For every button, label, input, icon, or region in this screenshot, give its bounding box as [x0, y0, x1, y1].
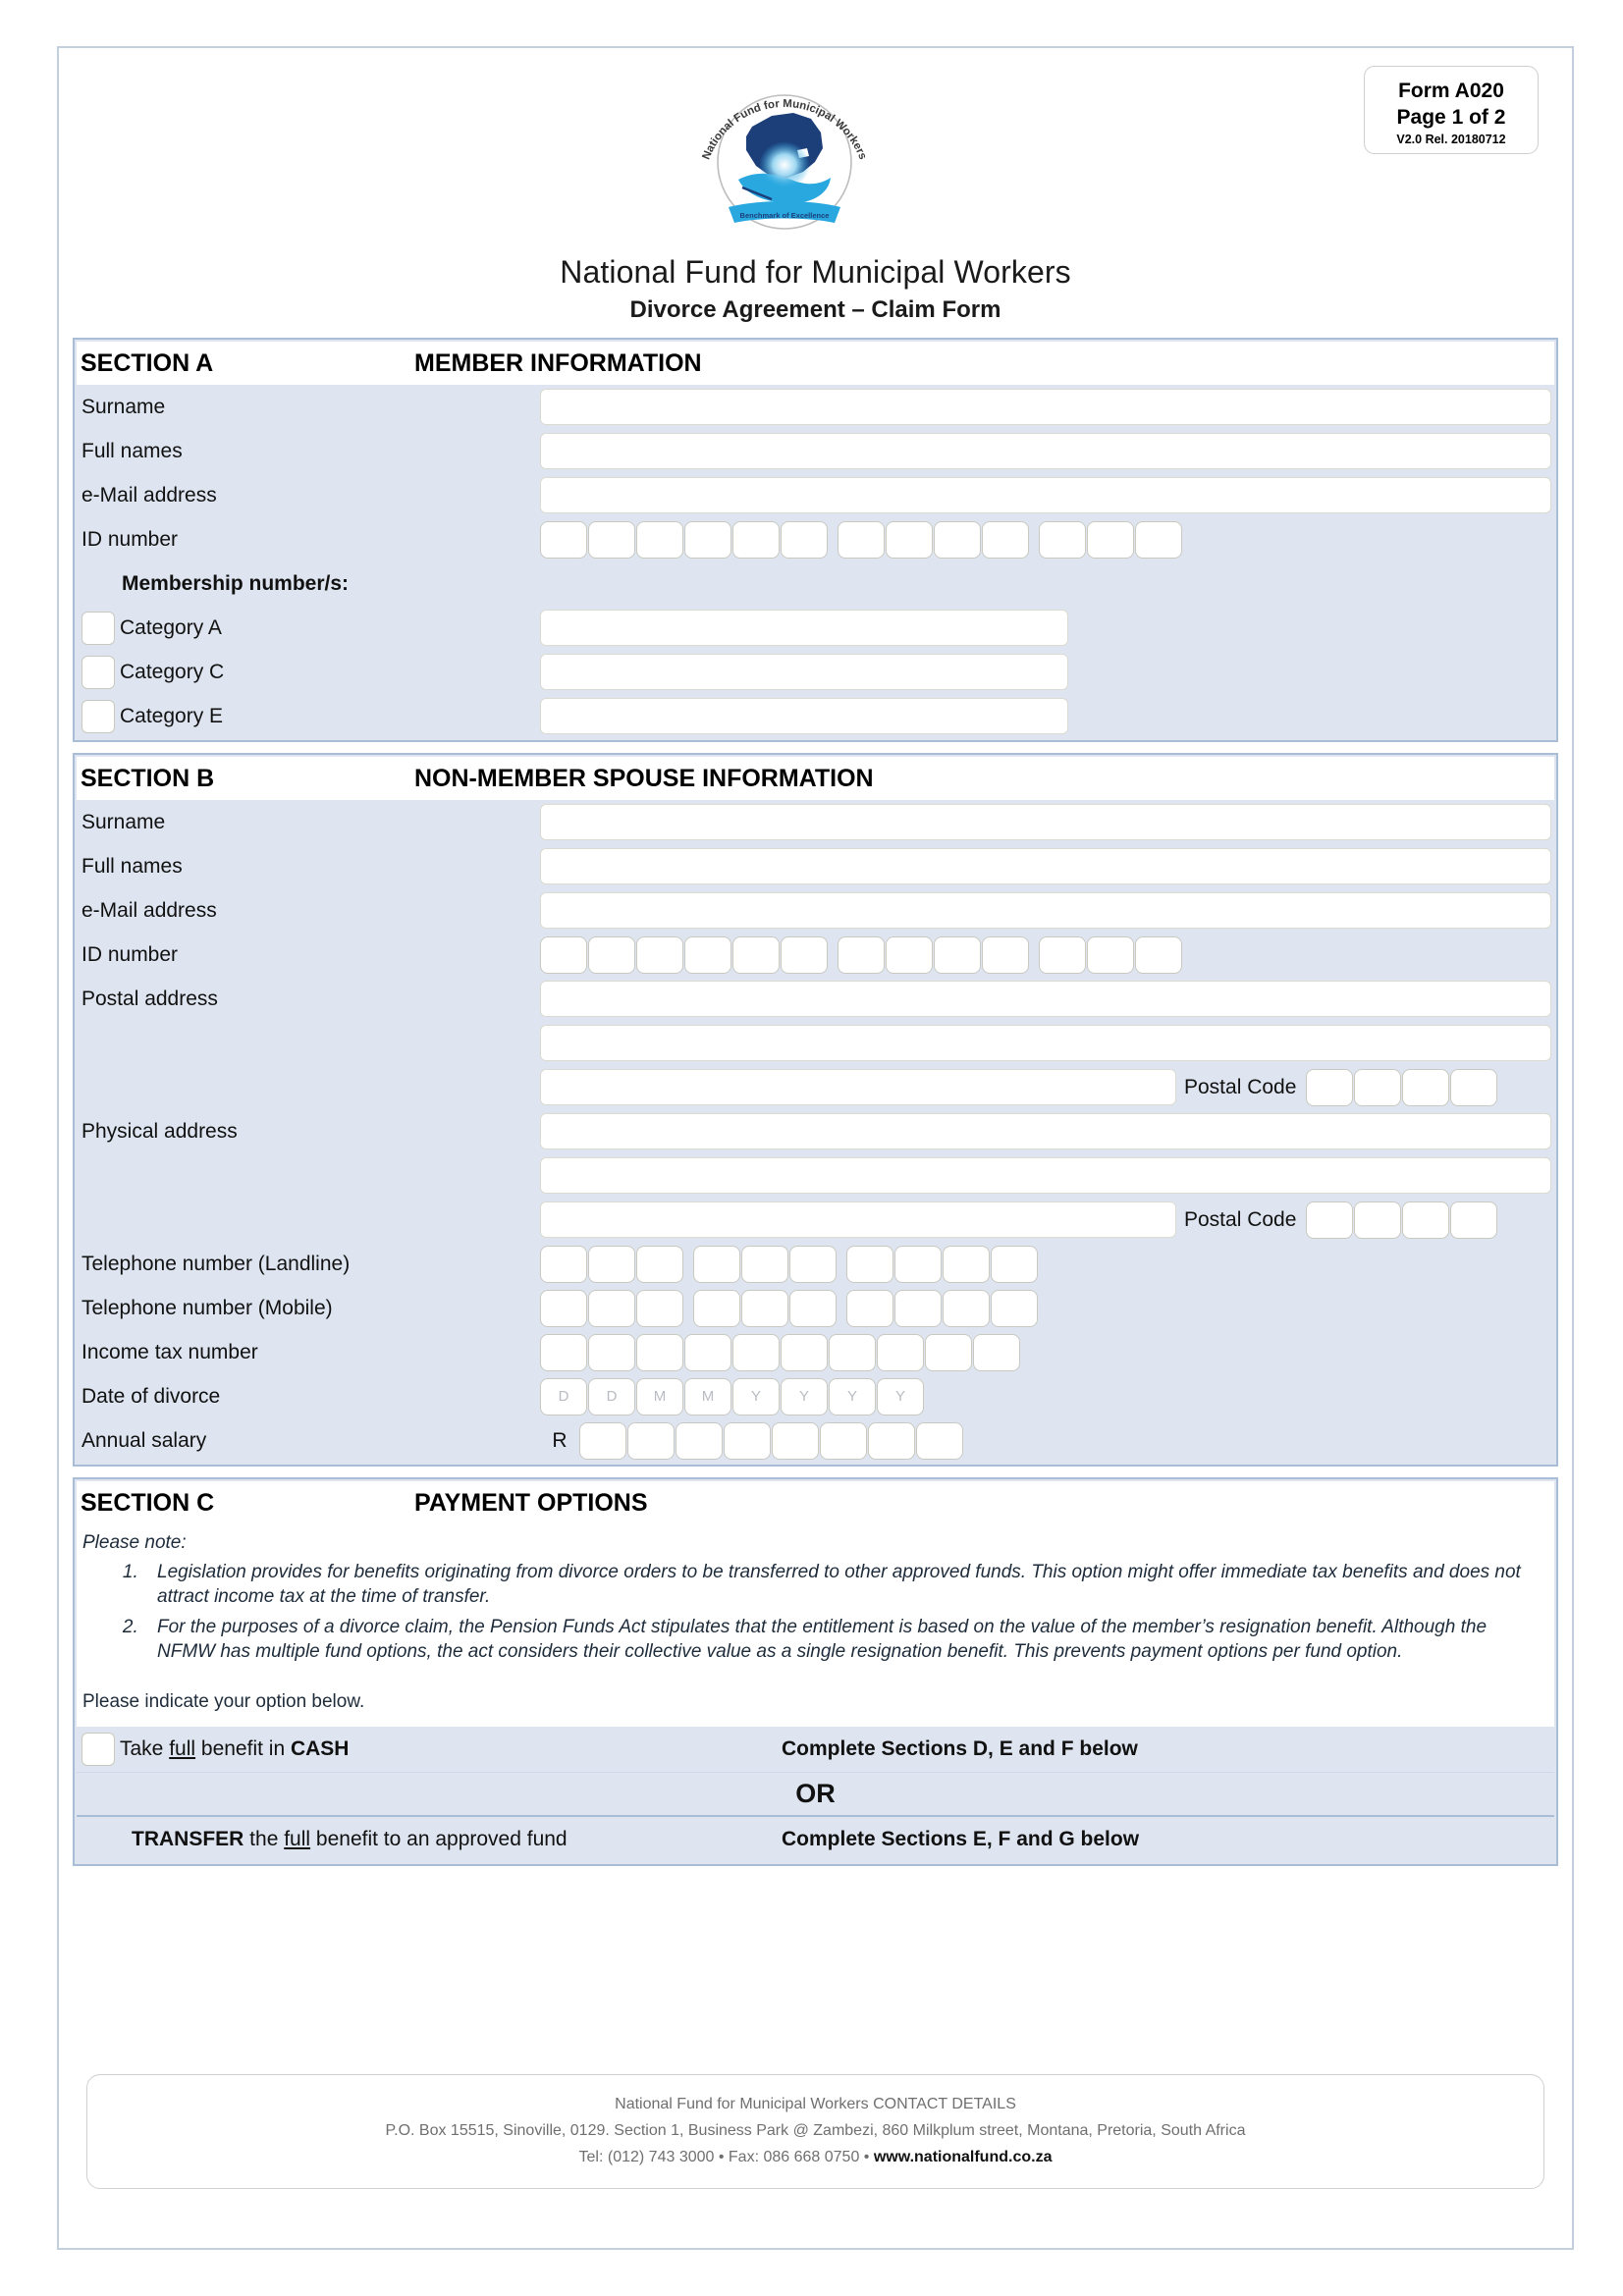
annual-salary-digit[interactable] [868, 1422, 915, 1460]
annual-salary-digit[interactable] [772, 1422, 819, 1460]
landline-digit[interactable] [588, 1246, 635, 1283]
member-id-group-2 [838, 521, 1030, 559]
annual-salary-digit[interactable] [579, 1422, 626, 1460]
date-year-digit-4[interactable]: Y [877, 1378, 924, 1415]
payment-note-item: 2. For the purposes of a divorce claim, the Pension Funds Act stipulates that the entitlement is based on the value of the member’s resignation benefit. Although the NFMW has multiple fund options, the act considers their collective value as a single resignation benefit. This prevents payment options per fund option. [143, 1615, 1544, 1664]
postal-code-digit[interactable] [1450, 1069, 1497, 1106]
logo-banner-text: Benchmark of Excellence [739, 211, 830, 220]
member-id-digit[interactable] [636, 521, 683, 559]
spouse-id-digit[interactable] [540, 936, 587, 974]
physical-postal-code-label: Postal Code [1184, 1207, 1297, 1231]
mobile-group-1 [540, 1290, 684, 1327]
category-c-checkbox-cell [77, 650, 120, 694]
page-header [73, 56, 1558, 252]
spouse-surname-input[interactable] [540, 804, 1551, 840]
member-id-digit[interactable] [540, 521, 587, 559]
member-id-digit[interactable] [1039, 521, 1086, 559]
mobile-digit[interactable] [693, 1290, 740, 1327]
member-fullnames-input[interactable] [540, 433, 1551, 469]
income-tax-digit[interactable] [540, 1334, 587, 1371]
landline-row [77, 1242, 1554, 1286]
category-c-label: Category C [120, 660, 225, 683]
landline-digit[interactable] [693, 1246, 740, 1283]
postal-address-spacer-label-2 [77, 1065, 540, 1109]
postal-address-row [77, 977, 1554, 1021]
mobile-digit[interactable] [846, 1290, 893, 1327]
footer-contact [97, 2144, 1534, 2170]
currency-symbol: R [552, 1428, 568, 1452]
category-e-checkbox-cell [77, 694, 120, 738]
or-divider-row [77, 1772, 1554, 1817]
mobile-digit[interactable] [894, 1290, 942, 1327]
category-e-checkbox[interactable] [81, 700, 115, 733]
spouse-email-input[interactable] [540, 892, 1551, 929]
date-month-digit-1[interactable]: M [636, 1378, 683, 1415]
spouse-id-digit[interactable] [886, 936, 933, 974]
category-c-checkbox[interactable] [81, 656, 115, 689]
landline-digit[interactable] [789, 1246, 837, 1283]
page-title: Divorce Agreement – Claim Form [629, 296, 1001, 323]
mobile-digit[interactable] [588, 1290, 635, 1327]
payment-notes-list [82, 1560, 1544, 1664]
physical-address-spacer-label [77, 1153, 540, 1198]
member-id-digit[interactable] [732, 521, 780, 559]
mobile-row [77, 1286, 1554, 1330]
income-tax-digit[interactable] [925, 1334, 972, 1371]
transfer-option-bold: TRANSFER [132, 1828, 244, 1850]
landline-digit[interactable] [943, 1246, 990, 1283]
membership-heading: Membership number/s: [122, 571, 350, 595]
landline-digit[interactable] [846, 1246, 893, 1283]
cash-option-prefix: Take [120, 1737, 170, 1760]
physical-postal-code-digit[interactable] [1354, 1201, 1401, 1239]
postal-address-line2-row [77, 1021, 1554, 1065]
postal-address-label: Postal address [81, 987, 218, 1010]
transfer-option-row [77, 1817, 1554, 1862]
logo-curved-text: National Fund for Municipal Workers [700, 97, 869, 162]
postal-code-group [1306, 1069, 1498, 1106]
spouse-id-row [77, 933, 1554, 977]
member-surname-input[interactable] [540, 389, 1551, 425]
income-tax-digit[interactable] [781, 1334, 828, 1371]
postal-code-digit[interactable] [1354, 1069, 1401, 1106]
footer-phone-fax: Tel: (012) 743 3000 • Fax: 086 668 0750 • [578, 2149, 874, 2165]
category-a-number-input[interactable] [540, 610, 1068, 646]
section-a-id: SECTION A [81, 348, 214, 377]
member-id-digit[interactable] [781, 521, 828, 559]
footer-address: P.O. Box 15515, Sinoville, 0129. Section 1, Business Park @ Zambezi, 860 Milkplum street, Montana, Pretoria, South Africa [385, 2122, 1246, 2139]
cash-option-middle: benefit in [195, 1737, 291, 1760]
transfer-option-middle: the [243, 1828, 285, 1850]
member-surname-row [77, 385, 1554, 429]
date-day-digit-2[interactable]: D [588, 1378, 635, 1415]
mobile-digit[interactable] [789, 1290, 837, 1327]
physical-postal-code-digit[interactable] [1306, 1201, 1353, 1239]
postal-address-line1-input[interactable] [540, 981, 1551, 1017]
member-fullnames-label: Full names [81, 439, 183, 462]
spouse-fullnames-input[interactable] [540, 848, 1551, 884]
spouse-email-label: e-Mail address [81, 898, 217, 922]
physical-address-line1-input[interactable] [540, 1113, 1551, 1149]
mobile-label: Telephone number (Mobile) [81, 1296, 333, 1319]
section-c-header [77, 1481, 1554, 1524]
spouse-id-digit[interactable] [1135, 936, 1182, 974]
section-c [73, 1477, 1558, 1866]
spouse-id-digit[interactable] [684, 936, 731, 974]
category-e-number-input[interactable] [540, 698, 1068, 734]
category-a-checkbox-cell [77, 606, 120, 650]
income-tax-digit[interactable] [973, 1334, 1020, 1371]
member-email-input[interactable] [540, 477, 1551, 513]
date-year-digit-1[interactable]: Y [732, 1378, 780, 1415]
transfer-option-underlined: full [284, 1828, 311, 1850]
annual-salary-digit[interactable] [676, 1422, 723, 1460]
member-id-digit[interactable] [1087, 521, 1134, 559]
member-id-digit[interactable] [934, 521, 981, 559]
annual-salary-group [579, 1422, 964, 1460]
category-c-number-input[interactable] [540, 654, 1068, 690]
member-id-digit[interactable] [838, 521, 885, 559]
cash-option-checkbox[interactable] [81, 1733, 115, 1766]
spouse-id-digit[interactable] [588, 936, 635, 974]
category-e-label: Category E [120, 704, 224, 727]
date-year-digit-3[interactable]: Y [829, 1378, 876, 1415]
spouse-id-digit[interactable] [982, 936, 1029, 974]
physical-address-line2-input[interactable] [540, 1157, 1551, 1194]
spouse-fullnames-label: Full names [81, 854, 183, 878]
section-a [73, 338, 1558, 742]
spouse-fullnames-row [77, 844, 1554, 888]
landline-digit[interactable] [741, 1246, 788, 1283]
member-id-label: ID number [81, 527, 179, 551]
physical-address-row [77, 1109, 1554, 1153]
please-note-label: Please note: [82, 1532, 187, 1553]
date-month-digit-2[interactable]: M [684, 1378, 731, 1415]
date-of-divorce-group [540, 1378, 925, 1415]
mobile-digit[interactable] [991, 1290, 1038, 1327]
payment-note-item: 1. Legislation provides for benefits originating from divorce orders to be transferred to other approved funds. This option might offer immediate tax benefits and does not attract income tax at the time of transfer. [143, 1560, 1544, 1609]
income-tax-digit[interactable] [829, 1334, 876, 1371]
landline-digit[interactable] [636, 1246, 683, 1283]
transfer-option-action: Complete Sections E, F and G below [782, 1828, 1140, 1850]
member-id-digit[interactable] [684, 521, 731, 559]
section-a-header [77, 342, 1554, 385]
logo-graphic [681, 64, 888, 231]
member-id-digit[interactable] [886, 521, 933, 559]
or-text: OR [795, 1779, 836, 1808]
income-tax-digit[interactable] [877, 1334, 924, 1371]
category-a-row [77, 606, 1554, 650]
category-a-checkbox[interactable] [81, 612, 115, 645]
nfmw-logo [681, 64, 888, 231]
spouse-id-digit[interactable] [781, 936, 828, 974]
postal-code-digit[interactable] [1402, 1069, 1449, 1106]
category-c-row [77, 650, 1554, 694]
income-tax-digit[interactable] [732, 1334, 780, 1371]
income-tax-digit[interactable] [636, 1334, 683, 1371]
physical-address-line2-row [77, 1153, 1554, 1198]
income-tax-row [77, 1330, 1554, 1374]
section-a-title: MEMBER INFORMATION [414, 348, 702, 377]
landline-group-1 [540, 1246, 684, 1283]
member-email-label: e-Mail address [81, 483, 217, 507]
section-b [73, 753, 1558, 1467]
postal-address-line3-row [77, 1065, 1554, 1109]
spouse-surname-row [77, 800, 1554, 844]
cash-option-action: Complete Sections D, E and F below [782, 1737, 1138, 1760]
member-id-digit[interactable] [588, 521, 635, 559]
mobile-digit[interactable] [540, 1290, 587, 1327]
transfer-option-suffix: benefit to an approved fund [310, 1828, 568, 1850]
postal-address-spacer-label [77, 1021, 540, 1065]
footer-website[interactable]: www.nationalfund.co.za [873, 2149, 1053, 2165]
income-tax-digit[interactable] [588, 1334, 635, 1371]
section-b-id: SECTION B [81, 764, 215, 792]
member-id-group-1 [540, 521, 829, 559]
section-c-title: PAYMENT OPTIONS [414, 1488, 648, 1517]
income-tax-digit[interactable] [684, 1334, 731, 1371]
form-code: Form A020 [1398, 80, 1504, 102]
section-b-header [77, 757, 1554, 800]
transfer-option-text [77, 1828, 764, 1851]
spouse-surname-label: Surname [81, 810, 166, 833]
landline-label: Telephone number (Landline) [81, 1252, 351, 1275]
physical-postal-code-group [1306, 1201, 1498, 1239]
landline-digit[interactable] [540, 1246, 587, 1283]
spouse-id-digit[interactable] [1039, 936, 1086, 974]
annual-salary-digit[interactable] [627, 1422, 675, 1460]
landline-group-3 [846, 1246, 1039, 1283]
landline-digit[interactable] [991, 1246, 1038, 1283]
category-e-row [77, 694, 1554, 738]
form-page [57, 46, 1574, 2250]
mobile-group-2 [693, 1290, 838, 1327]
postal-code-digit[interactable] [1306, 1069, 1353, 1106]
member-id-group-3 [1039, 521, 1183, 559]
date-of-divorce-row [77, 1374, 1554, 1418]
section-b-title: NON-MEMBER SPOUSE INFORMATION [414, 764, 874, 792]
member-email-row [77, 473, 1554, 517]
member-id-digit[interactable] [982, 521, 1029, 559]
cash-option-bold: CASH [290, 1737, 350, 1760]
annual-salary-digit[interactable] [916, 1422, 963, 1460]
form-version: V2.0 Rel. 20180712 [1396, 133, 1506, 146]
section-c-id: SECTION C [81, 1488, 215, 1517]
indicate-option-text: Please indicate your option below. [82, 1691, 365, 1712]
member-fullnames-row [77, 429, 1554, 473]
physical-address-spacer-label-2 [77, 1198, 540, 1242]
cash-option-row [77, 1727, 1554, 1772]
mobile-group-3 [846, 1290, 1039, 1327]
member-id-row [77, 517, 1554, 561]
physical-postal-code-digit[interactable] [1450, 1201, 1497, 1239]
spouse-id-label: ID number [81, 942, 179, 966]
form-identifier-badge [1364, 66, 1539, 154]
cash-option-underlined: full [169, 1737, 196, 1760]
spouse-id-digit[interactable] [1087, 936, 1134, 974]
physical-postal-code-digit[interactable] [1402, 1201, 1449, 1239]
postal-address-line3-input[interactable] [540, 1069, 1176, 1105]
footer-heading: National Fund for Municipal Workers CONTACT DETAILS [615, 2096, 1016, 2112]
income-tax-group [540, 1334, 1021, 1371]
postal-address-line2-input[interactable] [540, 1025, 1551, 1061]
member-surname-label: Surname [81, 395, 166, 418]
spouse-id-group-1 [540, 936, 829, 974]
spouse-id-digit[interactable] [838, 936, 885, 974]
spouse-id-digit[interactable] [636, 936, 683, 974]
membership-heading-row [77, 561, 1554, 606]
date-day-digit-1[interactable]: D [540, 1378, 587, 1415]
spouse-email-row [77, 888, 1554, 933]
cash-option-text [120, 1737, 764, 1761]
physical-address-line3-row [77, 1198, 1554, 1242]
payment-notes [77, 1524, 1554, 1727]
contact-footer [86, 2074, 1544, 2189]
spouse-id-digit[interactable] [732, 936, 780, 974]
mobile-digit[interactable] [636, 1290, 683, 1327]
mobile-digit[interactable] [741, 1290, 788, 1327]
income-tax-label: Income tax number [81, 1340, 258, 1363]
annual-salary-digit[interactable] [820, 1422, 867, 1460]
physical-address-line3-input[interactable] [540, 1201, 1176, 1238]
page-number: Page 1 of 2 [1396, 106, 1506, 129]
cash-option-checkbox-cell [77, 1733, 120, 1766]
category-a-label: Category A [120, 615, 222, 639]
landline-group-2 [693, 1246, 838, 1283]
landline-digit[interactable] [894, 1246, 942, 1283]
annual-salary-digit[interactable] [724, 1422, 771, 1460]
postal-code-label: Postal Code [1184, 1075, 1297, 1098]
spouse-id-group-2 [838, 936, 1030, 974]
mobile-digit[interactable] [943, 1290, 990, 1327]
annual-salary-row [77, 1418, 1554, 1463]
member-id-digit[interactable] [1135, 521, 1182, 559]
organisation-title: National Fund for Municipal Workers [560, 254, 1071, 290]
spouse-id-digit[interactable] [934, 936, 981, 974]
annual-salary-label: Annual salary [81, 1428, 207, 1452]
physical-address-label: Physical address [81, 1119, 238, 1143]
date-year-digit-2[interactable]: Y [781, 1378, 828, 1415]
date-of-divorce-label: Date of divorce [81, 1384, 221, 1408]
spouse-id-group-3 [1039, 936, 1183, 974]
